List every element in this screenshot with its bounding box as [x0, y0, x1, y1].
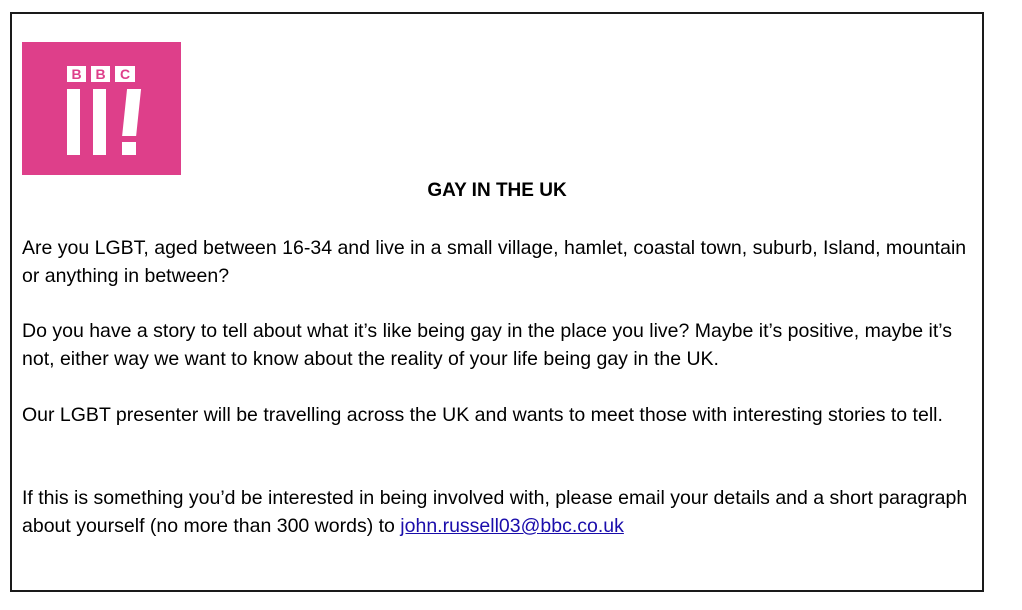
svg-text:B: B	[71, 66, 82, 82]
bbc-three-logo-icon	[22, 42, 181, 175]
svg-text:C: C	[119, 66, 131, 82]
bbc-three-logo	[22, 42, 181, 175]
email-link[interactable]: john.russell03@bbc.co.uk	[400, 515, 624, 537]
page-title: GAY IN THE UK	[427, 180, 567, 201]
story-paragraph: Do you have a story to tell about what it’s like being gay in the place you live? Maybe it’s positive, maybe it’s not, either way we want to know about the reality of your life being gay in the UK.	[22, 320, 953, 370]
contact-paragraph	[22, 484, 972, 540]
presenter-paragraph: Our LGBT presenter will be travelling across the UK and wants to meet those with interesting stories to tell.	[22, 404, 943, 426]
contact-text: If this is something you’d be interested in being involved with, please email your details and a short paragraph about yourself (no more than 300 words) to	[22, 487, 968, 537]
intro-paragraph: Are you LGBT, aged between 16-34 and live in a small village, hamlet, coastal town, suburb, Island, mountain or anything in between?	[22, 237, 967, 287]
svg-text:B: B	[95, 66, 106, 82]
